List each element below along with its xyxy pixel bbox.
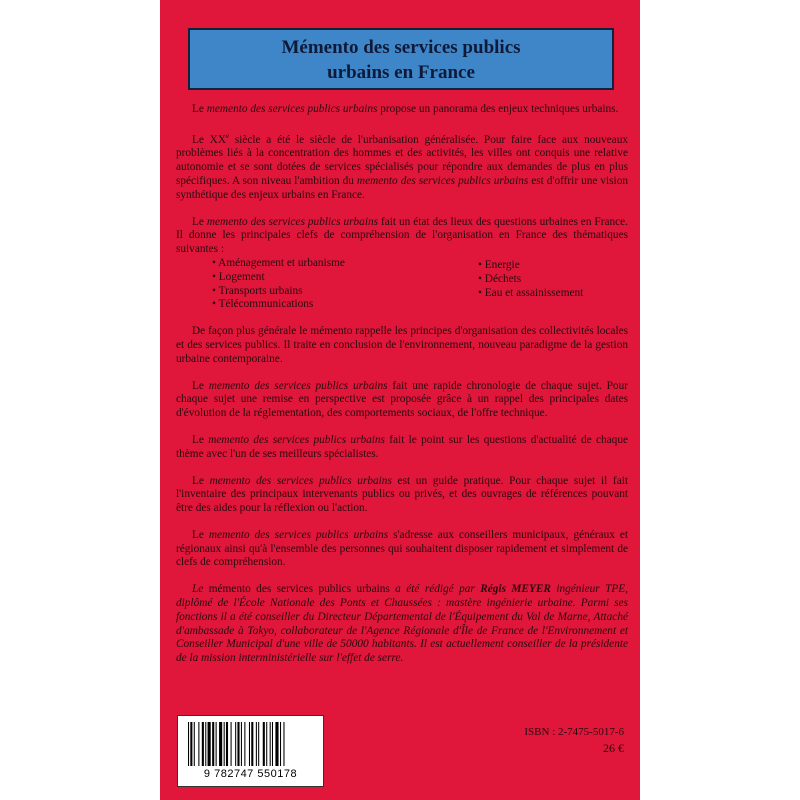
- list-item: • Logement: [212, 271, 345, 285]
- barcode-bar: [237, 722, 239, 766]
- author-bio: [176, 583, 628, 666]
- p3-text-b: memento des services publics urbains: [206, 215, 379, 228]
- barcode-bar: [226, 722, 228, 766]
- p2-text-d: est d'offrir une vision synthétique des enjeux urbains en France.: [176, 174, 628, 201]
- list-item: • Aménagement et urbanisme: [212, 257, 345, 271]
- list-item: • Déchets: [478, 273, 628, 287]
- barcode-bar: [188, 722, 189, 766]
- price: 26 €: [603, 741, 624, 755]
- barcode-bar: [263, 722, 265, 766]
- cover-text: [176, 103, 628, 679]
- p2-text-b: siècle a été le siècle de l'urbanisation généralisée. Pour faire face aux nouveaux problèmes liés à la concentration des hommes et des activités, les villes ont conquis une relative autonomie et se sont dotées de services spécialisés pour répondre aux demandes de plus en plus spécifiques. A son niveau l'ambition du: [176, 133, 628, 187]
- book-back-cover: [160, 0, 640, 800]
- p2-sup: e: [225, 131, 230, 140]
- barcode-bar: [258, 722, 259, 766]
- paragraph-4: [176, 325, 628, 366]
- p8-text-b: memento des services publics urbains: [208, 528, 389, 541]
- p2-text-a: Le XX: [192, 133, 226, 146]
- theme-list-left: [176, 257, 345, 312]
- barcode-bar: [280, 722, 281, 766]
- barcode-bar: [219, 722, 222, 766]
- p5-text-b: memento des services publics urbains: [208, 379, 388, 392]
- paragraph-8: [176, 529, 628, 570]
- barcode-bar: [235, 722, 236, 766]
- p6-text-b: memento des services publics urbains: [208, 433, 385, 446]
- barcode-bar: [198, 722, 199, 766]
- author-text-b: mémento des services publics urbains: [208, 583, 390, 596]
- barcode-bar: [266, 722, 267, 766]
- theme-list: [176, 257, 628, 312]
- barcode-bar: [224, 722, 225, 766]
- list-item: • Télécommunications: [212, 298, 345, 312]
- title-box: [188, 28, 614, 90]
- list-item: • Energie: [478, 259, 628, 273]
- author-text-a: Le: [192, 583, 209, 596]
- p7-text-a: Le: [192, 474, 210, 487]
- barcode-bar: [270, 722, 271, 766]
- barcode-bar: [275, 722, 278, 766]
- author-name: Régis MEYER: [480, 583, 551, 596]
- barcode-bar: [212, 722, 214, 766]
- barcode-bar: [249, 722, 250, 766]
- paragraph-6: [176, 434, 628, 462]
- p7-text-b: memento des services publics urbains: [209, 474, 392, 487]
- list-item: • Eau et assainissement: [478, 287, 628, 301]
- p5-text-c: fait une rapide chronologie de chaque sujet. Pour chaque sujet une remise en perspective est proposée grâce à un rappel des principales dates d'évolution de la réglementation, des comportements sociaux, de l'offre technique.: [176, 379, 628, 420]
- barcode-bar: [244, 722, 245, 766]
- paragraph-1: [176, 103, 628, 117]
- barcode-bar: [251, 722, 253, 766]
- p1-text-a: Le: [192, 103, 207, 115]
- barcode-digits: 9 782747 550178: [203, 768, 298, 780]
- p7-text-c: est un guide pratique. Pour chaque sujet il fait l'inventaire des principaux intervenants publics ou privés, et des ouvrages de références pouvant être des aides pour la réflexion ou l'action.: [176, 474, 628, 515]
- barcode-bar: [194, 722, 195, 766]
- p1-text-c: propose un panorama des enjeux techniques urbains.: [377, 103, 619, 115]
- barcode-bar: [190, 722, 192, 766]
- barcode-bar: [256, 722, 257, 766]
- barcode-bars: [188, 722, 313, 766]
- p3-text-c: fait un état des lieux des questions urbaines en France. Il donne les principales clefs de compréhension de l'organisation en France des thématiques suivantes :: [176, 215, 628, 256]
- barcode-bar: [208, 722, 211, 766]
- p1-text-b: memento des services publics urbains: [206, 103, 378, 115]
- barcode-bar: [205, 722, 206, 766]
- p5-text-a: Le: [192, 379, 209, 392]
- barcode-bar: [231, 722, 232, 766]
- p8-text-a: Le: [192, 528, 209, 541]
- p3-text-a: Le: [192, 215, 207, 228]
- list-item: • Transports urbains: [212, 285, 345, 299]
- barcode-bar: [241, 722, 242, 766]
- title-line-2: urbains en France: [327, 62, 475, 83]
- p6-text-a: Le: [192, 433, 209, 446]
- author-text-c: a été rédigé par: [389, 583, 481, 596]
- theme-list-right: [478, 259, 628, 312]
- paragraph-5: [176, 380, 628, 421]
- barcode: [177, 715, 324, 787]
- paragraph-7: [176, 475, 628, 516]
- author-text-d: ingénieur TPE, diplômé de l'École Nationale des Ponts et Chaussées : mastère ingénierie urbaine. Parmi ses fonctions il a été conseiller du Directeur Départemental de l'Équipement du Val de Marne, Attaché d'ambassade à Tokyo, collaborateur de l'Agence Régionale d'Île de France de l'Environnement et Conseiller Municipal d'une ville de 50000 habitants. Il est actuellement conseiller de la présidente de la mission interministérielle sur l'effet de serre.: [176, 583, 628, 665]
- isbn: ISBN : 2-7475-5017-6: [524, 726, 624, 738]
- p6-text-c: fait le point sur les questions d'actualité de chaque thème avec l'un de ses meilleurs spécialistes.: [176, 433, 628, 460]
- p2-text-c: memento des services publics urbains: [356, 174, 529, 187]
- paragraph-3: [176, 216, 628, 257]
- p4-text: De façon plus générale le mémento rappelle les principes d'organisation des collectivités locales et des services publics. Il traite en conclusion de l'environnement, nouveau paradigme de la gestion urbaine contemporaine.: [176, 325, 628, 365]
- paragraph-2: [176, 130, 628, 203]
- barcode-bar: [283, 722, 284, 766]
- barcode-bar: [216, 722, 217, 766]
- title-line-1: Mémento des services publics: [281, 37, 521, 58]
- barcode-bar: [202, 722, 204, 766]
- p8-text-c: s'adresse aux conseillers municipaux, généraux et régionaux ainsi qu'à l'ensemble des personnes qui souhaitent disposer rapidement et simplement de clefs de compréhension.: [176, 528, 628, 569]
- barcode-bar: [272, 722, 273, 766]
